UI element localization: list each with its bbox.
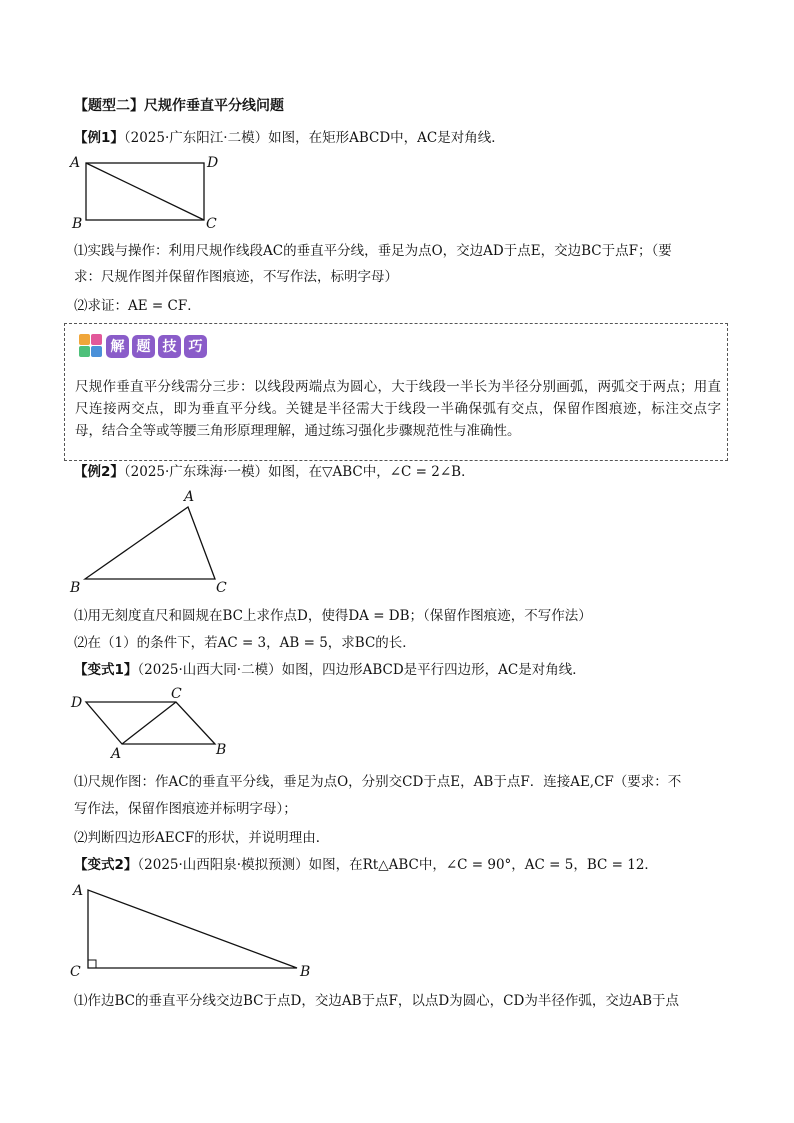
example-2-tag: 【例2】 (74, 464, 124, 480)
variant-1-question-1-line-1: ⑴尺规作图：作AC的垂直平分线，垂足为点O，分别交CD于点E，AB于点F．连接AE,CF（要求：不 (74, 774, 682, 790)
example-1-statement (74, 128, 505, 148)
point-label-c: C (171, 686, 182, 702)
variant-1-statement (74, 660, 586, 680)
tip-label-char-2: 题 (132, 335, 155, 358)
diagonal-ac (122, 702, 176, 744)
example-1-tag: 【例1】 (74, 130, 124, 146)
variant-1-text: 如图，四边形ABCD是平行四边形，AC是对角线． (281, 662, 586, 678)
point-label-a: A (111, 746, 122, 762)
parallelogram-abcd (86, 702, 215, 744)
example-2-question-2: ⑵在（1）的条件下，若AC = 3，AB = 5，求BC的长． (74, 635, 416, 651)
point-label-b: B (300, 964, 311, 980)
tip-label-char-4: 巧 (184, 335, 207, 358)
variant-2-statement (74, 855, 658, 875)
example-2-source: （2025·广东珠海·一模） (123, 464, 269, 480)
solving-tip-badge (79, 334, 207, 358)
example-2-question-1: ⑴用无刻度直尺和圆规在BC上求作点D，使得DA = DB；（保留作图痕迹，不写作法） (74, 608, 592, 624)
example-1-question-1-line-1: ⑴实践与操作：利用尺规作线段AC的垂直平分线，垂足为点O，交边AD于点E，交边BC于点F；（要 (74, 243, 672, 259)
rectangle-abcd-figure (64, 150, 234, 232)
point-label-b: B (216, 742, 227, 758)
right-triangle-abc (88, 890, 297, 968)
tip-label-char-1: 解 (106, 335, 129, 358)
point-label-d: D (71, 695, 83, 711)
puzzle-icon (79, 334, 103, 358)
example-1-question-2: ⑵求证：AE = CF． (74, 298, 201, 314)
point-label-a: A (73, 883, 84, 899)
right-angle-marker (88, 960, 96, 968)
parallelogram-abcd-figure (64, 684, 244, 764)
example-1-question-1-line-2: 求：尺规作图并保留作图痕迹，不写作法，标明字母） (74, 269, 398, 285)
variant-1-tag: 【变式1】 (74, 662, 138, 678)
tip-label-char-3: 技 (158, 335, 181, 358)
point-label-d: D (207, 155, 219, 171)
variant-1-question-1-line-2: 写作法，保留作图痕迹并标明字母）； (74, 801, 297, 817)
variant-2-tag: 【变式2】 (74, 857, 138, 873)
example-1-text: 如图，在矩形ABCD中，AC是对角线． (268, 130, 505, 146)
variant-2-source: （2025·山西阳泉·模拟预测） (137, 857, 309, 873)
example-1-source: （2025·广东阳江·二模） (123, 130, 269, 146)
point-label-c: C (216, 580, 227, 596)
point-label-c: C (206, 216, 217, 232)
variant-1-question-2: ⑵判断四边形AECF的形状，并说明理由． (74, 830, 330, 846)
variant-2-text: 如图，在Rt△ABC中，∠C = 90°，AC = 5，BC = 12． (308, 857, 658, 873)
triangle-abc-figure (64, 486, 244, 598)
point-label-c: C (70, 964, 81, 980)
point-label-b: B (70, 580, 81, 596)
solving-tip-text: 尺规作垂直平分线需分三步：以线段两端点为圆心，大于线段一半长为半径分别画弧，两弧交于两点；用直尺连接两交点，即为垂直平分线。关键是半径需大于线段一半确保弧有交点，保留作图痕迹，标注交点字母，结合全等或等腰三角形原理理解，通过练习强化步骤规范性与准确性。 (75, 379, 721, 439)
example-2-text: 如图，在▽ABC中，∠C = 2∠B． (268, 464, 475, 480)
triangle-abc (85, 507, 215, 579)
right-triangle-abc-figure (64, 878, 324, 982)
variant-2-question-1: ⑴作边BC的垂直平分线交边BC于点D，交边AB于点F，以点D为圆心，CD为半径作弧，交边AB于点 (74, 993, 680, 1009)
solving-tip-box (64, 323, 728, 461)
example-2-statement (74, 462, 475, 482)
diagonal-ac (86, 163, 204, 220)
point-label-a: A (70, 155, 81, 171)
point-label-a: A (184, 489, 195, 505)
section-title: 【题型二】尺规作垂直平分线问题 (74, 98, 284, 114)
point-label-b: B (72, 216, 83, 232)
variant-1-source: （2025·山西大同·二模） (137, 662, 282, 678)
